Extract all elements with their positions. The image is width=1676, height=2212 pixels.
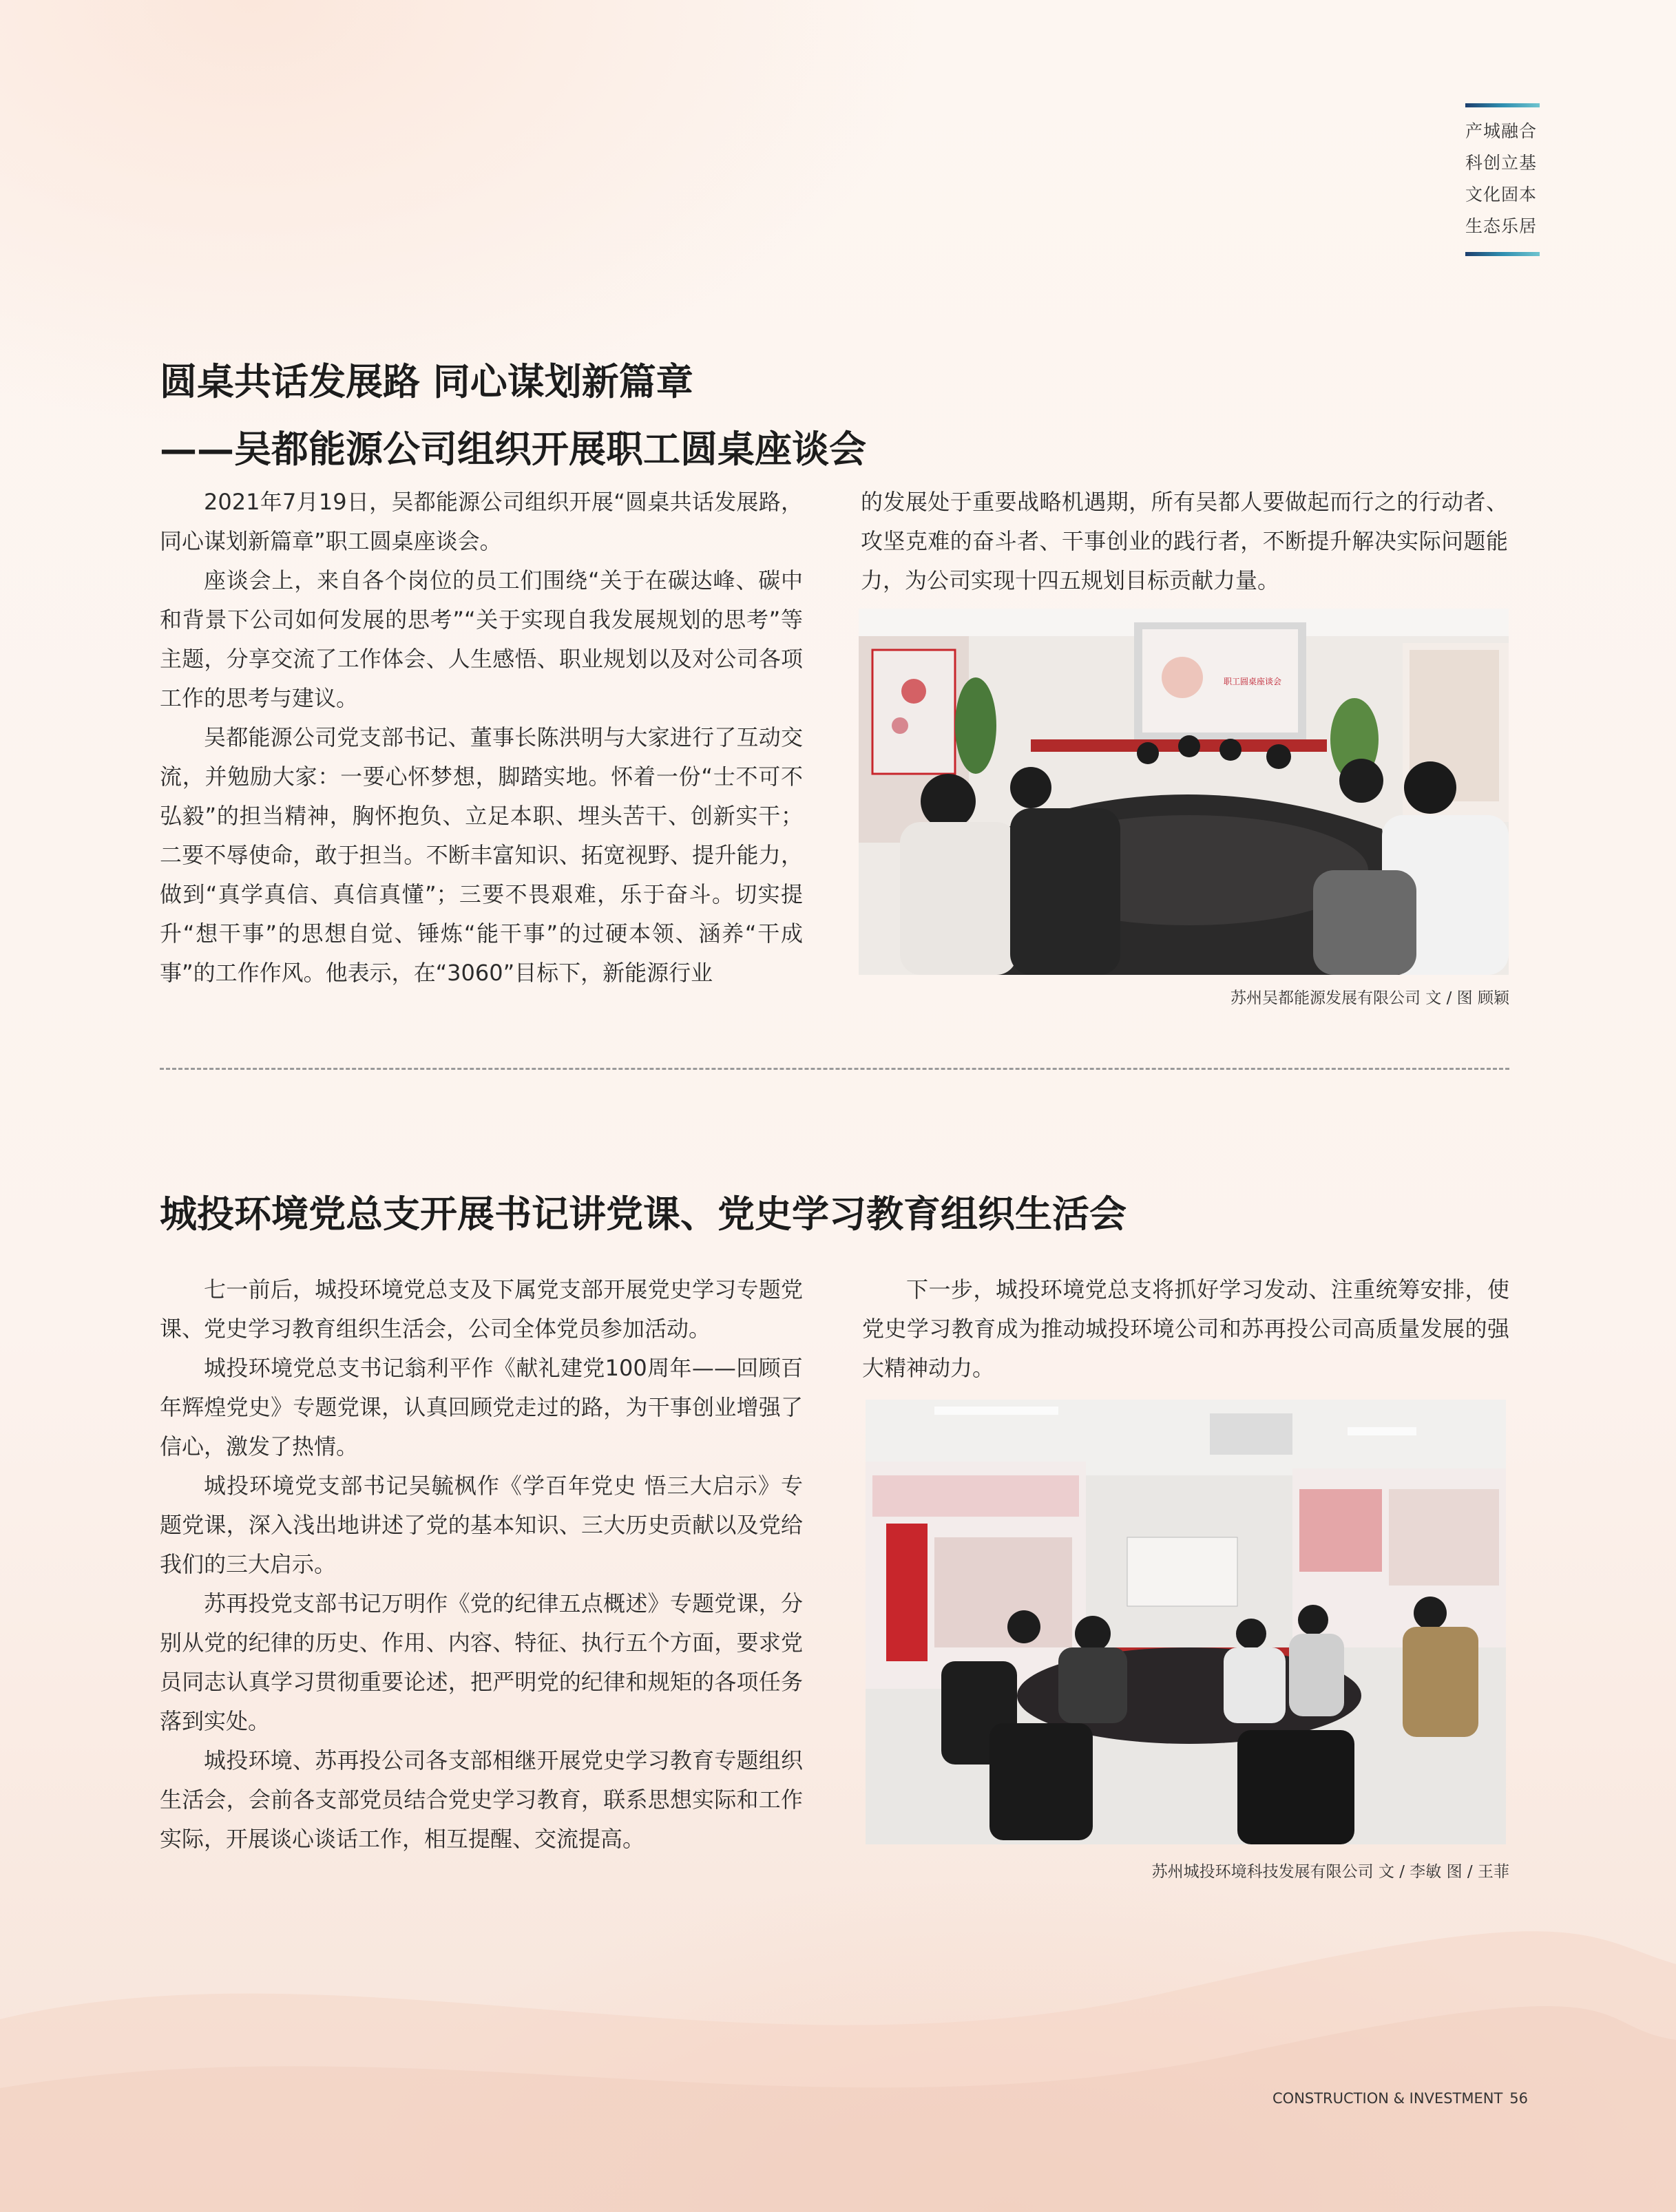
article2-right-paragraph: 下一步，城投环境党总支将抓好学习发动、注重统筹安排，使党史学习教育成为推动城投环境公司和苏再投公司高质量发展的强大精神动力。 [862, 1276, 1509, 1381]
article2-title: 城投环境党总支开展书记讲党课、党史学习教育组织生活会 [160, 1192, 1127, 1236]
article1-right-column [861, 483, 1508, 600]
page-number: 56 [1509, 2090, 1529, 2107]
article1-title [160, 348, 866, 483]
nav-item-2: 科创立基 [1465, 153, 1538, 173]
article2-caption: 苏州城投环境科技发展有限公司 文 / 李敏 图 / 王菲 [1151, 1863, 1509, 1881]
article2-right-column [862, 1270, 1509, 1388]
article2-photo [866, 1400, 1506, 1844]
nav-bottom-rule [1465, 252, 1540, 256]
article1-title-line2: ——吴都能源公司组织开展职工圆桌座谈会 [160, 427, 866, 471]
photo-screen-text: 职工圆桌座谈会 [1224, 677, 1282, 686]
nav-top-rule [1465, 103, 1540, 107]
section-divider [160, 1068, 1509, 1070]
article2-left-column: 七一前后，城投环境党总支及下属党支部开展党史学习专题党课、党史学习教育组织生活会，公司全体党员参加活动。 城投环境党总支书记翁利平作《献礼建党100周年——回顾百年辉煌党史》专题党课，认真回顾党走过的路，为干事创业增强了信心，激发了热情。 城投环境党支部书记吴毓枫作《学百年党史 悟三大启示》专题党课，深入浅出地讲述了党的基本知识、三大历史贡献以及党给我们的三大启示。 苏再投党支部书记万明作《党的纪律五点概述》专题党课，分别从党的纪律的历史、作用、内容、特征、执行五个方面，要求党员同志认真学习贯彻重要论述，把严明党的纪律和规矩的各项任务落到实处。 城投环境、苏再投公司各支部相继开展党史学习教育专题组织生活会，会前各支部党员结合党史学习教育，联系思想实际和工作实际，开展谈心谈话工作，相互提醒、交流提高。 [160, 1276, 803, 1852]
article1-title-line1: 圆桌共话发展路 同心谋划新篇章 [160, 359, 693, 403]
page-footer [1272, 2090, 1528, 2107]
article1-left-column: 2021年7月19日，吴都能源公司组织开展“圆桌共话发展路，同心谋划新篇章”职工圆桌座谈会。 座谈会上，来自各个岗位的员工们围绕“关于在碳达峰、碳中和背景下公司如何发展的思考”“关于实现自我发展规划的思考”等主题，分享交流了工作体会、人生感悟、职业规划以及对公司各项工作的思考与建议。 吴都能源公司党支部书记、董事长陈洪明与大家进行了互动交流，并勉励大家：一要心怀梦想，脚踏实地。怀着一份“士不可不弘毅”的担当精神，胸怀抱负、立足本职、埋头苦干、创新实干；二要不辱使命，敢于担当。不断丰富知识、拓宽视野、提升能力，做到“真学真信、真信真懂”；三要不畏艰难，乐于奋斗。切实提升“想干事”的思想自觉、锤炼“能干事”的过硬本领、涵养“干成事”的工作作风。他表示，在“3060”目标下，新能源行业 [160, 489, 803, 986]
article1-photo [859, 609, 1509, 975]
article1-caption: 苏州吴都能源发展有限公司 文 / 图 顾颖 [1230, 989, 1509, 1007]
nav-item-3: 文化固本 [1465, 185, 1538, 204]
section-nav [1465, 103, 1541, 256]
nav-item-1: 产城融合 [1465, 121, 1538, 141]
footer-label: CONSTRUCTION & INVESTMENT [1272, 2090, 1503, 2107]
article1-right-paragraph: 的发展处于重要战略机遇期，所有吴都人要做起而行之的行动者、攻坚克难的奋斗者、干事创业的践行者，不断提升解决实际问题能力，为公司实现十四五规划目标贡献力量。 [861, 489, 1508, 593]
nav-item-4: 生态乐居 [1465, 216, 1538, 236]
